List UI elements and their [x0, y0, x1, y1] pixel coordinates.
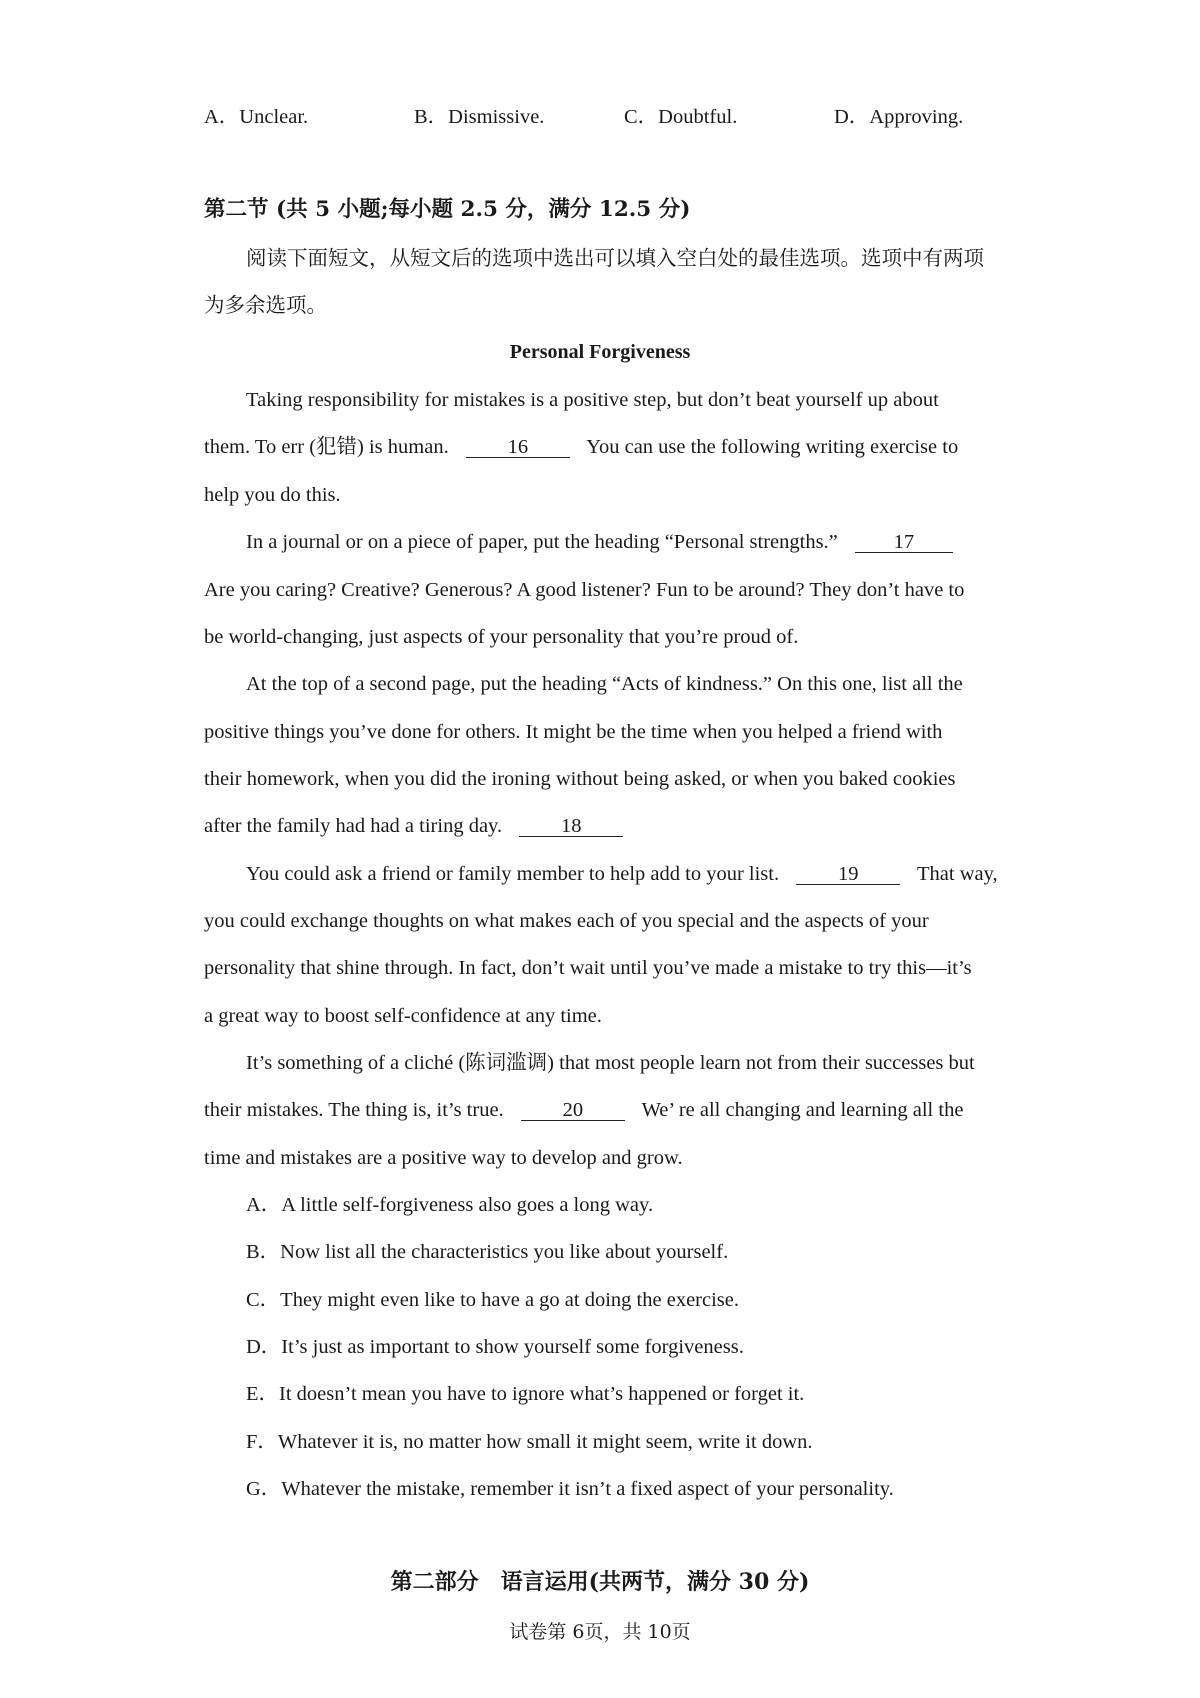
- option-a[interactable]: A．A little self-forgiveness also goes a long way.: [246, 1194, 654, 1216]
- option-b[interactable]: B．Now list all the characteristics you like about yourself.: [246, 1241, 729, 1263]
- blank-18[interactable]: 18: [519, 816, 623, 837]
- p1-line-3: help you do this.: [204, 484, 341, 506]
- p5-line-2: [204, 1097, 963, 1123]
- p4-line-2: you could exchange thoughts on what makes each of you special and the aspects of your: [204, 910, 929, 932]
- p4-line-1: [246, 861, 998, 887]
- p4-line-1-text: You could ask a friend or family member to help add to your list.: [246, 863, 780, 885]
- p5-line-3: time and mistakes are a positive way to develop and grow.: [204, 1147, 683, 1169]
- p2-line-3: be world-changing, just aspects of your personality that you’re proud of.: [204, 626, 799, 648]
- blank-19[interactable]: 19: [796, 864, 900, 885]
- p2-line-2: Are you caring? Creative? Generous? A good listener? Fun to be around? They don’t have to: [204, 579, 965, 601]
- section-heading: 第二节 (共 5 小题;每小题 2.5 分，满分 12.5 分): [204, 197, 691, 222]
- instructions-line-2: 为多余选项。: [204, 293, 327, 317]
- p2-line-1: [246, 529, 953, 555]
- blank-17[interactable]: 17: [855, 532, 953, 553]
- p4-line-1-text-after: That way,: [917, 863, 998, 885]
- prev-option-c: C．Doubtful.: [624, 106, 738, 128]
- part-heading: 第二部分 语言运用(共两节，满分 30 分): [390, 1569, 810, 1595]
- p1-line-2-text-after: You can use the following writing exercise to: [586, 436, 959, 458]
- p1-line-2: [204, 434, 958, 460]
- p4-line-3: personality that shine through. In fact, don’t wait until you’ve made a mistake to try this—it’s: [204, 957, 972, 979]
- prev-option-d: D．Approving.: [834, 106, 964, 128]
- p3-line-1: At the top of a second page, put the heading “Acts of kindness.” On this one, list all the: [246, 673, 963, 695]
- p4-line-4: a great way to boost self-confidence at any time.: [204, 1005, 602, 1027]
- option-d[interactable]: D．It’s just as important to show yourself some forgiveness.: [246, 1336, 744, 1358]
- p3-line-3: their homework, when you did the ironing without being asked, or when you baked cookies: [204, 768, 956, 790]
- p2-line-1-text: In a journal or on a piece of paper, put the heading “Personal strengths.”: [246, 531, 838, 553]
- passage-title: Personal Forgiveness: [509, 341, 691, 363]
- option-e[interactable]: E．It doesn’t mean you have to ignore what’s happened or forget it.: [246, 1383, 805, 1405]
- blank-20[interactable]: 20: [521, 1100, 625, 1121]
- instructions-line-1: 阅读下面短文，从短文后的选项中选出可以填入空白处的最佳选项。选项中有两项: [246, 246, 984, 270]
- p5-line-2-text: their mistakes. The thing is, it’s true.: [204, 1099, 504, 1121]
- p3-line-2: positive things you’ve done for others. It might be the time when you helped a friend with: [204, 721, 943, 743]
- option-g[interactable]: G．Whatever the mistake, remember it isn’t a fixed aspect of your personality.: [246, 1478, 894, 1500]
- prev-option-b: B．Dismissive.: [414, 106, 545, 128]
- p5-line-2-text-after: We’ re all changing and learning all the: [641, 1099, 964, 1121]
- p1-line-1: Taking responsibility for mistakes is a positive step, but don’t beat yourself up about: [246, 389, 939, 411]
- p5-line-1: It’s something of a cliché (陈词滥调) that most people learn not from their successes but: [246, 1052, 975, 1074]
- page-footer: 试卷第 6页，共 10页: [509, 1621, 691, 1643]
- p3-line-4-text: after the family had had a tiring day.: [204, 815, 503, 837]
- option-c[interactable]: C．They might even like to have a go at doing the exercise.: [246, 1289, 739, 1311]
- blank-16[interactable]: 16: [466, 437, 570, 458]
- p3-line-4: [204, 813, 623, 839]
- p1-line-2-text: them. To err (犯错) is human.: [204, 436, 449, 458]
- prev-option-a: A．Unclear.: [204, 106, 309, 128]
- option-f[interactable]: F．Whatever it is, no matter how small it might seem, write it down.: [246, 1431, 813, 1453]
